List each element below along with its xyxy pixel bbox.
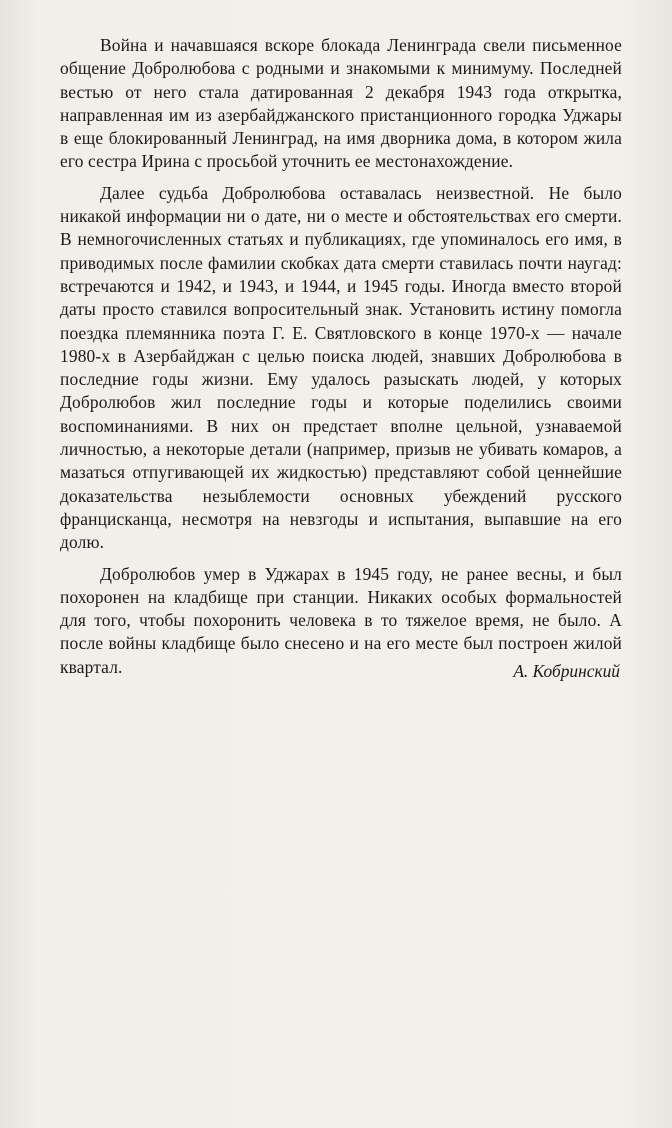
paragraph-2: Далее судьба Добролюбова оставалась неизвестной. Не было никакой информации ни о дате, ни о месте и обстоятельствах его смерти. В немногочисленных статьях и публикациях, где упоминалось его имя, в приводимых после фамилии скобках дата смерти ставилась почти наугад: встречаются и 1942, и 1943, и 1944, и 1945 годы. Иногда вместо второй даты просто ставился вопросительный знак. Установить истину помогла поездка племянника поэта Г. Е. Святловского в конце 1970-х — начале 1980-х в Азербайджан с целью поиска людей, знавших Добролюбова в последние годы жизни. Ему удалось разыскать людей, у которых Добролюбов жил последние годы и которые поделились своими воспоминаниями. В них он предстает вполне цельной, узнаваемой личностью, а некоторые детали (например, призыв не убивать комаров, а мазаться отпугивающей их жидкостью) представляют собой ценнейшие доказательства незыблемости основных убеждений русского францисканца, несмотря на невзгоды и испытания, выпавшие на его долю. [60,182,622,553]
author-signature: А. Кобринский [513,661,620,681]
paragraph-3: Добролюбов умер в Уджарах в 1945 году, не ранее весны, и был похоронен на кладбище при станции. Никаких особых формальностей для того, чтобы похоронить человека в то тяжелое время, не было. А после войны кладбище было снесено и на его месте был построен жилой квартал. [60,563,622,677]
main-text [60,34,622,679]
paragraph-1: Война и начавшаяся вскоре блокада Ленинграда свели письменное общение Добролюбова с родными и знакомыми к минимуму. Последней вестью от него стала датированная 2 декабря 1943 года открытка, направленная им из азербайджанского пристанционного городка Уджары в еще блокированный Ленинград, на имя дворника дома, в котором жила его сестра Ирина с просьбой уточнить ее местонахождение. [60,35,622,172]
